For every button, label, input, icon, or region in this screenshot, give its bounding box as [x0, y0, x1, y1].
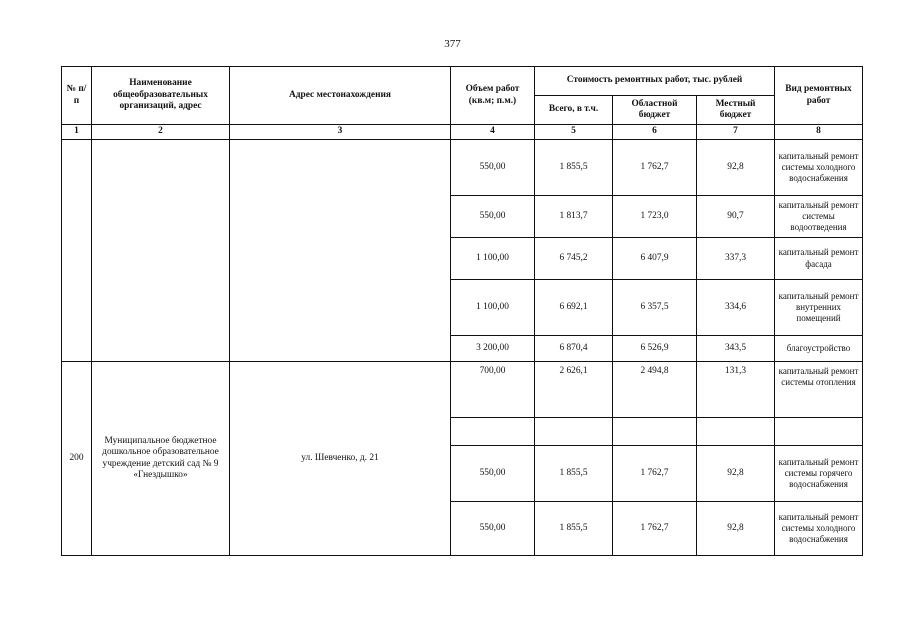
cell-local: 337,3 [697, 238, 775, 280]
cell-kind: капитальный ремонт системы горячего водоснабжения [775, 446, 863, 502]
cell-volume: 550,00 [451, 140, 535, 196]
cell-kind: благоустройство [775, 336, 863, 362]
cell-total [535, 418, 613, 446]
cell-total: 1 855,5 [535, 140, 613, 196]
header-total: Всего, в т.ч. [535, 96, 613, 125]
cell-regional [613, 418, 697, 446]
header-regional: Областной бюджет [613, 96, 697, 125]
cell-volume: 550,00 [451, 502, 535, 556]
column-number: 8 [775, 125, 863, 140]
header-num: № п/п [62, 67, 92, 125]
cell-total: 1 813,7 [535, 196, 613, 238]
cell-local [697, 418, 775, 446]
column-number: 2 [92, 125, 230, 140]
cell-volume [451, 418, 535, 446]
column-number: 6 [613, 125, 697, 140]
header-address: Адрес местонахождения [230, 67, 451, 125]
cell-regional: 1 762,7 [613, 140, 697, 196]
cell-local: 334,6 [697, 280, 775, 336]
cell-regional: 6 407,9 [613, 238, 697, 280]
column-number: 5 [535, 125, 613, 140]
repair-cost-table [61, 66, 863, 556]
cell-volume: 1 100,00 [451, 238, 535, 280]
column-number: 3 [230, 125, 451, 140]
cell-num [62, 140, 92, 362]
cell-name: Муниципальное бюджетное дошкольное образовательное учреждение детский сад № 9 «Гнездышко» [92, 362, 230, 556]
table-row [62, 362, 863, 418]
cell-total: 1 855,5 [535, 502, 613, 556]
cell-local: 343,5 [697, 336, 775, 362]
header-cost-group: Стоимость ремонтных работ, тыс. рублей [535, 67, 775, 96]
cell-regional: 1 762,7 [613, 446, 697, 502]
cell-kind: капитальный ремонт внутренних помещений [775, 280, 863, 336]
cell-volume: 550,00 [451, 196, 535, 238]
cell-address: ул. Шевченко, д. 21 [230, 362, 451, 556]
column-number: 4 [451, 125, 535, 140]
cell-local: 90,7 [697, 196, 775, 238]
cell-name [92, 140, 230, 362]
cell-kind: капитальный ремонт системы холодного водоснабжения [775, 502, 863, 556]
cell-regional: 2 494,8 [613, 362, 697, 418]
cell-regional: 6 526,9 [613, 336, 697, 362]
cell-kind: капитальный ремонт системы водоотведения [775, 196, 863, 238]
header-local: Местный бюджет [697, 96, 775, 125]
cell-local: 92,8 [697, 140, 775, 196]
cell-local: 92,8 [697, 502, 775, 556]
cell-kind: капитальный ремонт системы холодного водоснабжения [775, 140, 863, 196]
page-number: 377 [444, 38, 461, 50]
cell-volume: 3 200,00 [451, 336, 535, 362]
cell-regional: 6 357,5 [613, 280, 697, 336]
cell-total: 6 870,4 [535, 336, 613, 362]
table-row [62, 140, 863, 196]
cell-num: 200 [62, 362, 92, 556]
cell-total: 6 745,2 [535, 238, 613, 280]
cell-address [230, 140, 451, 362]
column-number: 7 [697, 125, 775, 140]
header-kind: Вид ремонтных работ [775, 67, 863, 125]
cell-total: 1 855,5 [535, 446, 613, 502]
cell-regional: 1 723,0 [613, 196, 697, 238]
cell-local: 92,8 [697, 446, 775, 502]
header-name: Наименование общеобразовательных организаций, адрес [92, 67, 230, 125]
header-volume: Объем работ (кв.м; п.м.) [451, 67, 535, 125]
cell-regional: 1 762,7 [613, 502, 697, 556]
column-number: 1 [62, 125, 92, 140]
cell-kind [775, 418, 863, 446]
cell-kind: капитальный ремонт системы отопления [775, 362, 863, 418]
cell-volume: 1 100,00 [451, 280, 535, 336]
cell-volume: 550,00 [451, 446, 535, 502]
cell-kind: капитальный ремонт фасада [775, 238, 863, 280]
cell-total: 2 626,1 [535, 362, 613, 418]
cell-total: 6 692,1 [535, 280, 613, 336]
cell-local: 131,3 [697, 362, 775, 418]
cell-volume: 700,00 [451, 362, 535, 418]
